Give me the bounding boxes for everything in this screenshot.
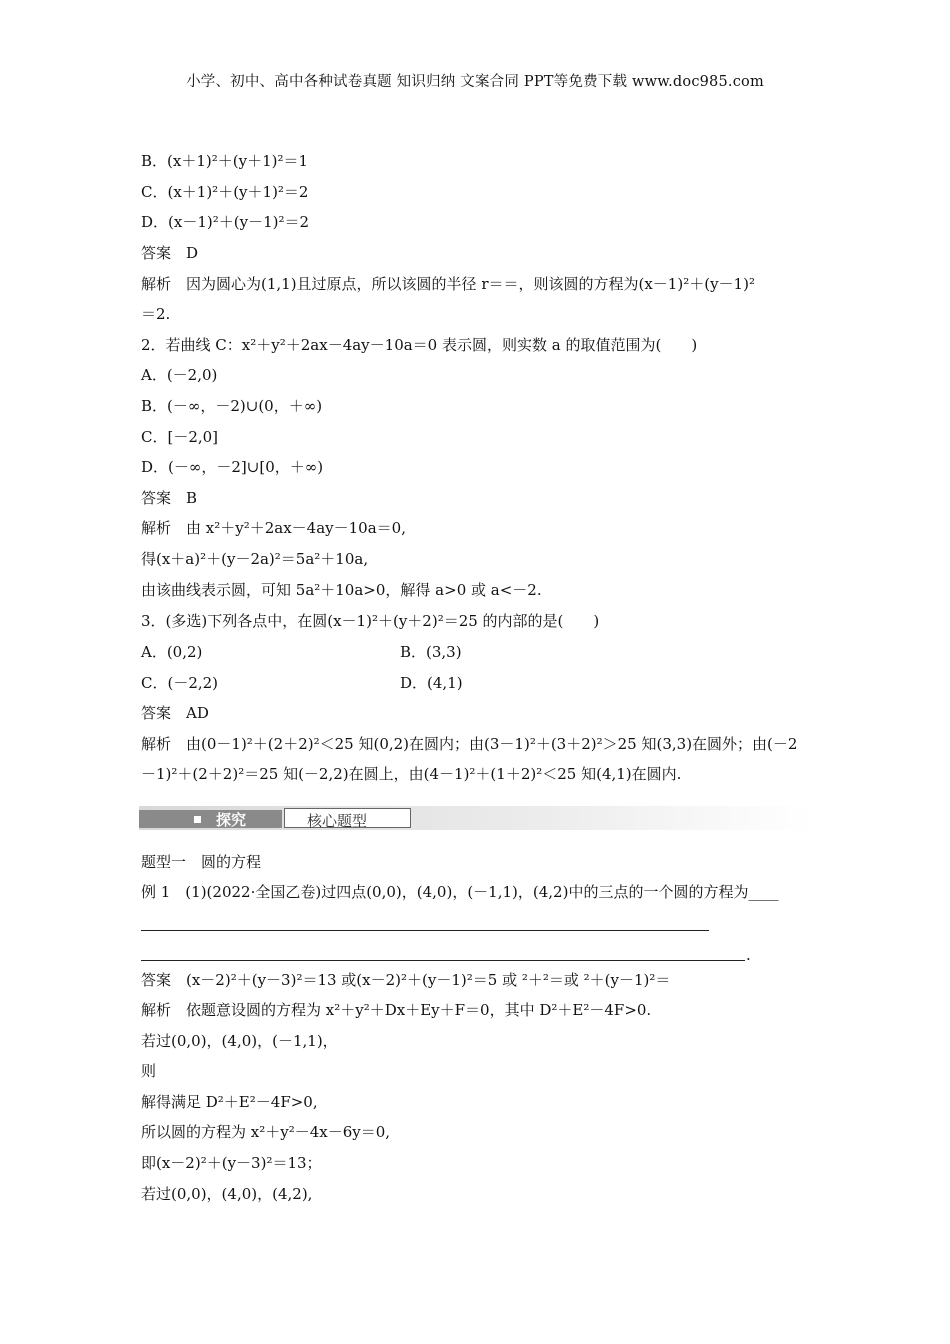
topic-heading: 题型一 圆的方程 (141, 853, 262, 871)
question-2: 2．若曲线 C：x²＋y²＋2ax－4ay－10a＝0 表示圆，则实数 a 的取值范围为( ) (141, 336, 698, 354)
case-2: 若过(0,0)，(4,0)，(4,2), (141, 1185, 313, 1203)
section-banner (139, 806, 811, 830)
answer-1: 答案 D (141, 244, 199, 262)
then-text: 则 (141, 1062, 157, 1080)
answer-2: 答案 B (141, 489, 198, 507)
analysis-2: 解析 由 x²＋y²＋2ax－4ay－10a＝0, (141, 519, 406, 537)
q3-option-d: D．(4,1) (400, 674, 463, 692)
answer-3: 答案 AD (141, 704, 209, 722)
page-header: 小学、初中、高中各种试卷真题 知识归纳 文案合同 PPT等免费下载 www.doc985.com (186, 74, 764, 90)
analysis-example-1: 解析 依题意设圆的方程为 x²＋y²＋Dx＋Ey＋F＝0，其中 D²＋E²－4F>0. (141, 1001, 652, 1019)
q2-option-c: C．[－2,0] (141, 428, 219, 446)
answer-blank-line-2 (141, 960, 745, 961)
q2-option-d: D．(－∞，－2]∪[0，＋∞) (141, 458, 324, 476)
analysis-3-cont: －1)²＋(2＋2)²＝25 知(－2,2)在圆上，由(4－1)²＋(1＋2)²＜25 知(4,1)在圆内. (141, 765, 682, 783)
answer-blank-line-1 (141, 930, 709, 931)
option-c: C．(x＋1)²＋(y＋1)²＝2 (141, 183, 309, 201)
q2-option-b: B．(－∞，－2)∪(0，＋∞) (141, 397, 323, 415)
square-bullet-icon (194, 816, 201, 823)
banner-left-label: 探究 (216, 811, 247, 829)
option-b: B．(x＋1)²＋(y＋1)²＝1 (141, 152, 309, 170)
answer-example-1: 答案 (x－2)²＋(y－3)²＝13 或(x－2)²＋(y－1)²＝5 或 ²＋²＝或 ²＋(y－1)²＝ (141, 971, 671, 989)
solution-condition: 解得满足 D²＋E²－4F>0, (141, 1093, 318, 1111)
analysis-1-cont: ＝2. (141, 305, 171, 323)
standard-form: 即(x－2)²＋(y－3)²＝13； (141, 1154, 322, 1172)
blank-end-period: . (746, 946, 751, 964)
question-3: 3．(多选)下列各点中，在圆(x－1)²＋(y＋2)²＝25 的内部的是( ) (141, 612, 600, 630)
case-1: 若过(0,0)，(4,0)，(－1,1)， (141, 1032, 338, 1050)
analysis-2-conclusion: 由该曲线表示圆，可知 5a²＋10a>0，解得 a>0 或 a<－2. (141, 581, 542, 599)
circle-equation: 所以圆的方程为 x²＋y²－4x－6y＝0, (141, 1123, 391, 1141)
q3-option-c: C．(－2,2) (141, 674, 219, 692)
analysis-3: 解析 由(0－1)²＋(2＋2)²＜25 知(0,2)在圆内；由(3－1)²＋(3＋2)²＞25 知(3,3)在圆外；由(－2 (141, 735, 798, 753)
analysis-1: 解析 因为圆心为(1,1)且过原点，所以该圆的半径 r＝＝，则该圆的方程为(x－1)²＋(y－1)² (141, 275, 755, 293)
banner-dark-block (139, 810, 282, 828)
example-1: 例 1 (1)(2022·全国乙卷)过四点(0,0)，(4,0)，(－1,1)，(4,2)中的三点的一个圆的方程为____ (141, 883, 779, 901)
banner-right-label: 核心题型 (307, 812, 368, 830)
q2-option-a: A．(－2,0) (141, 366, 218, 384)
analysis-2-step: 得(x＋a)²＋(y－2a)²＝5a²＋10a, (141, 550, 369, 568)
q3-option-a: A．(0,2) (141, 643, 203, 661)
q3-option-b: B．(3,3) (400, 643, 462, 661)
option-d: D．(x－1)²＋(y－1)²＝2 (141, 213, 310, 231)
